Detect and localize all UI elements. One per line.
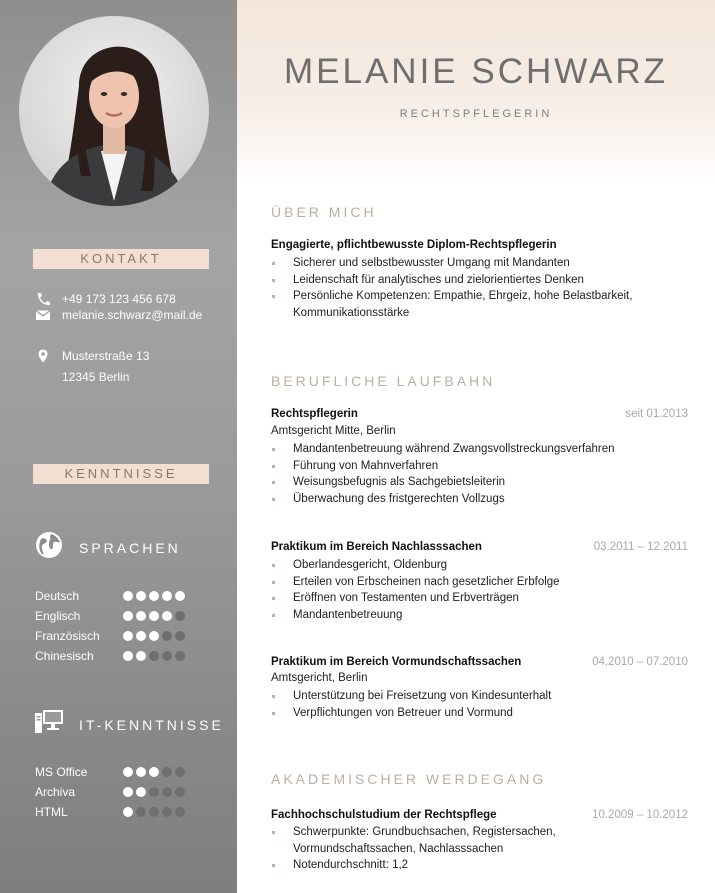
list-item: Vormundschaftssachen, Nachlasssachen [293,842,504,855]
rating-dot-filled [136,631,146,641]
computer-icon [34,707,64,737]
rating-dot-filled [149,611,159,621]
language-name: Chinesisch [35,649,94,663]
rating-dot-empty [175,631,185,641]
rating-dot-filled [136,767,146,777]
rating-dot-empty [175,807,185,817]
contact-header: KONTAKT [33,249,209,269]
person-role: RECHTSPFLEGERIN [399,108,553,120]
skill-level-rating [123,611,188,621]
it-skill-name: MS Office [35,765,88,779]
location-pin-icon [35,349,51,363]
rating-dot-empty [175,611,185,621]
email-address[interactable]: melanie.schwarz@mail.de [62,308,203,322]
rating-dot-filled [136,651,146,661]
list-item: Notendurchschnitt: 1,2 [271,857,556,874]
career-entry-date: 04.2010 – 07.2010 [592,656,688,668]
skill-level-rating [123,787,188,797]
career-entry-date: 03.2011 – 12.2011 [593,541,688,553]
profile-photo [19,16,209,206]
list-item: Mandantenbetreuung während Zwangsvollstreckungsverfahren [271,441,615,458]
about-bullets [271,255,632,321]
rating-dot-filled [123,651,133,661]
language-row [35,608,215,624]
rating-dot-filled [149,631,159,641]
address-city: 12345 Berlin [62,370,130,384]
education-entry-title: Fachhochschulstudium der Rechtspflege [271,809,497,821]
career-entry-title: Rechtspflegerin [271,408,358,420]
skill-level-rating [123,807,188,817]
it-skills-subheader [34,707,234,737]
education-entry-date: 10.2009 – 10.2012 [592,809,688,821]
rating-dot-empty [162,767,172,777]
list-item: Unterstützung bei Freisetzung von Kindesunterhalt [271,688,551,705]
skill-level-rating [123,651,188,661]
rating-dot-filled [123,787,133,797]
language-name: Deutsch [35,589,80,603]
language-name: Englisch [35,609,81,623]
rating-dot-filled [149,767,159,777]
list-item: Überwachung des fristgerechten Vollzugs [271,491,615,508]
language-row [35,588,215,604]
rating-dot-empty [162,787,172,797]
list-item: Führung von Mahnverfahren [271,458,615,475]
rating-dot-filled [123,591,133,601]
language-name: Französisch [35,629,100,643]
phone-icon [35,292,51,306]
person-name: MELANIE SCHWARZ [283,52,668,91]
list-item: Sicherer und selbstbewusster Umgang mit Mandanten [271,255,632,272]
career-entry-title: Praktikum im Bereich Vormundschaftssachen [271,656,522,668]
rating-dot-filled [123,631,133,641]
rating-dot-empty [162,807,172,817]
rating-dot-empty [149,787,159,797]
list-item: Weisungsbefugnis als Sachgebietsleiterin [271,474,615,491]
language-row [35,648,215,664]
list-item: Schwerpunkte: Grundbuchsachen, Registersachen, [271,824,556,841]
skill-level-rating [123,591,188,601]
career-entry-bullets [271,557,560,623]
education-entry-bullets [271,824,556,874]
list-item: Leidenschaft für analytisches und zielorientiertes Denken [271,272,632,289]
phone-number: +49 173 123 456 678 [62,292,176,306]
list-item: Oberlandesgericht, Oldenburg [271,557,560,574]
rating-dot-empty [175,767,185,777]
rating-dot-filled [123,807,133,817]
rating-dot-empty [162,631,172,641]
sidebar [0,0,237,893]
career-entry-bullets [271,441,615,507]
rating-dot-filled [162,591,172,601]
it-skill-row [35,784,215,800]
career-entry-date: seit 01.2013 [625,408,688,420]
rating-dot-empty [136,807,146,817]
career-entry-title: Praktikum im Bereich Nachlasssachen [271,541,482,553]
rating-dot-filled [149,591,159,601]
rating-dot-filled [136,787,146,797]
list-item: Kommunikationsstärke [293,306,410,319]
rating-dot-filled [175,591,185,601]
it-skill-row [35,804,215,820]
section-title-education: AKADEMISCHER WERDEGANG [271,771,547,787]
globe-icon [34,530,64,560]
rating-dot-empty [175,651,185,661]
mail-icon [35,308,51,322]
rating-dot-filled [136,611,146,621]
rating-dot-empty [162,651,172,661]
section-title-about: ÜBER MICH [271,204,377,220]
list-item: Eröffnen von Testamenten und Erbverträgen [271,590,560,607]
rating-dot-filled [136,591,146,601]
career-entry-bullets [271,688,551,721]
skills-header: KENNTNISSE [33,464,209,484]
address-street: Musterstraße 13 [62,349,150,363]
it-skill-name: HTML [35,805,68,819]
it-skills-title: IT-KENNTNISSE [79,717,224,733]
languages-subheader [34,530,234,560]
it-skill-name: Archiva [35,785,76,799]
list-item: Mandantenbetreuung [271,607,560,624]
about-headline: Engagierte, pflichtbewusste Diplom-Rechtspflegerin [271,239,557,251]
career-entry-place: Amtsgericht, Berlin [271,672,368,684]
section-title-career: BERUFLICHE LAUFBAHN [271,373,496,389]
skill-level-rating [123,767,188,777]
rating-dot-empty [149,651,159,661]
list-item: Verpflichtungen von Betreuer und Vormund [271,705,551,722]
skill-level-rating [123,631,188,641]
rating-dot-empty [175,787,185,797]
it-skill-row [35,764,215,780]
rating-dot-filled [123,767,133,777]
rating-dot-filled [162,611,172,621]
career-entry-place: Amtsgericht Mitte, Berlin [271,425,396,437]
language-row [35,628,215,644]
list-item: Persönliche Kompetenzen: Empathie, Ehrgeiz, hohe Belastbarkeit, [271,288,632,305]
list-item: Erteilen von Erbscheinen nach gesetzlicher Erbfolge [271,574,560,591]
name-header [237,0,715,182]
rating-dot-empty [149,807,159,817]
languages-title: SPRACHEN [79,540,181,556]
rating-dot-filled [123,611,133,621]
